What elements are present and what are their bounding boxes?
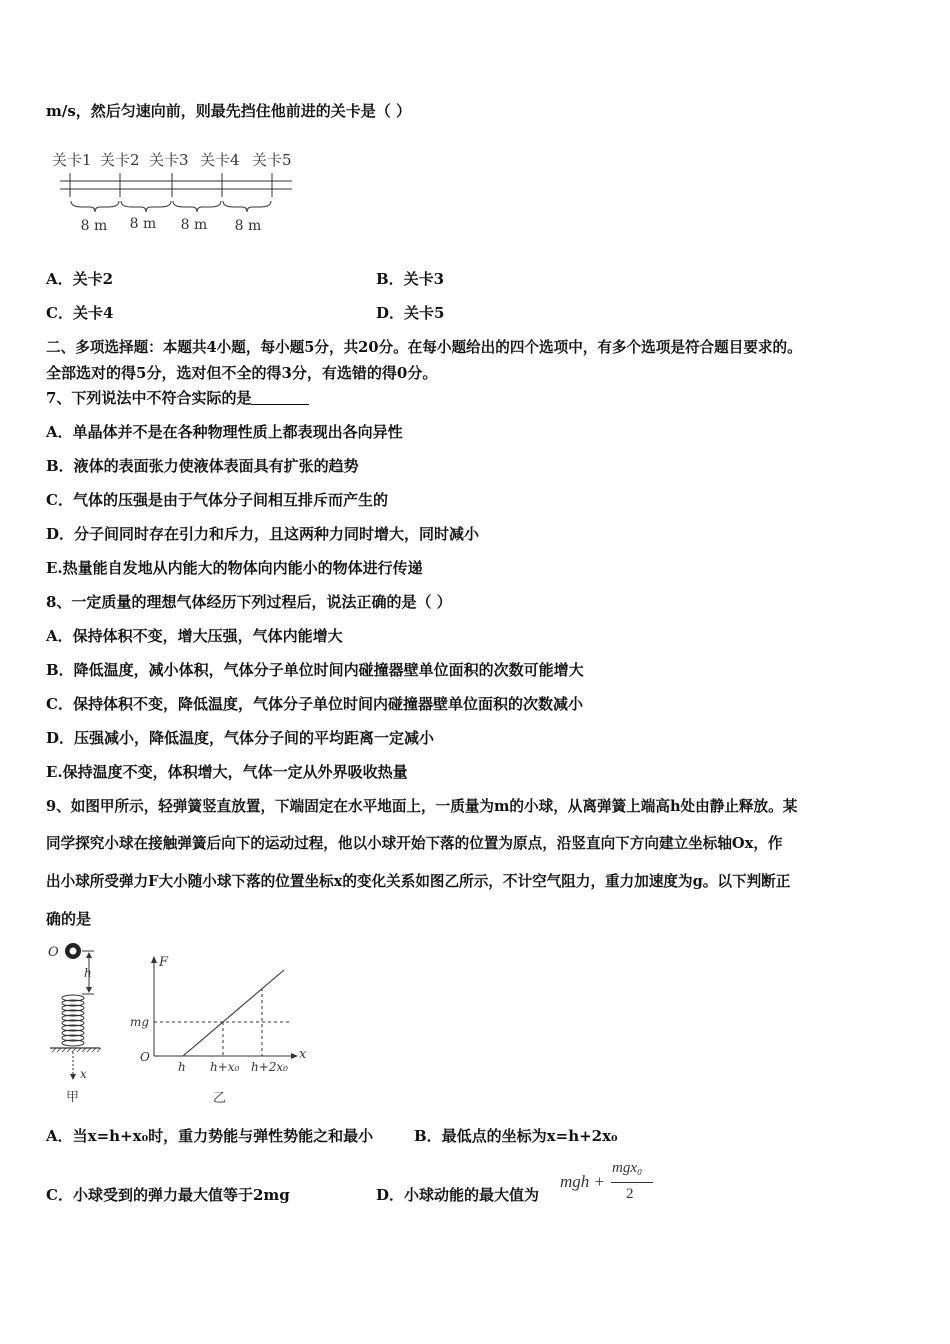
distance-label-2: 8 m	[129, 216, 157, 232]
q7-stem-text: 7、下列说法中不符合实际的是	[46, 389, 252, 407]
q6-option-b[interactable]: B．关卡3	[376, 270, 445, 288]
checkpoint-label-3: 关卡3	[149, 151, 189, 169]
checkpoint-label-1: 关卡1	[52, 151, 92, 169]
yi-mg-label: mg	[130, 1015, 150, 1029]
q7-option-d[interactable]: D．分子间同时存在引力和斥力，且这两种力同时增大，同时减小	[46, 525, 480, 543]
jia-caption: 甲	[66, 1090, 80, 1105]
q6-checkpoint-figure	[46, 145, 306, 240]
jia-x-label: x	[80, 1067, 87, 1081]
q9-figure-jia	[44, 940, 114, 1108]
formula-fraction-bar	[611, 1182, 653, 1183]
brace-3	[173, 201, 221, 212]
q9-option-b[interactable]: B．最低点的坐标为x=h+2x₀	[414, 1127, 618, 1145]
yi-caption: 乙	[213, 1091, 227, 1106]
q6-stem-tail: m/s，然后匀速向前，则最先挡住他前进的关卡是（ ）	[46, 102, 412, 120]
checkpoint-label-2: 关卡2	[100, 151, 140, 169]
q7-stem	[46, 388, 309, 408]
yi-tick-h: h	[178, 1060, 186, 1074]
q8-option-c[interactable]: C．保持体积不变，降低温度，气体分子单位时间内碰撞器壁单位面积的次数减小	[46, 695, 583, 713]
distance-label-1: 8 m	[80, 218, 108, 234]
spring-icon	[62, 995, 84, 1046]
brace-1	[71, 201, 119, 212]
q8-option-d[interactable]: D．压强减小，降低温度，气体分子间的平均距离一定减小	[46, 729, 435, 747]
q6-option-d[interactable]: D．关卡5	[376, 304, 445, 322]
q9-option-a[interactable]: A．当x=h+x₀时，重力势能与弹性势能之和最小	[46, 1127, 374, 1145]
formula-lead: mgh +	[560, 1172, 605, 1191]
q8-option-e[interactable]: E.保持温度不变，体积增大，气体一定从外界吸收热量	[46, 763, 408, 781]
section2-instructions-line1: 二、多项选择题：本题共4小题，每小题5分，共20分。在每小题给出的四个选项中，有多个选项是符合题目要求的。	[46, 339, 802, 356]
q9-stem-line2: 同学探究小球在接触弹簧后向下的运动过程，他以小球开始下落的位置为原点，沿竖直向下方向建立坐标轴Ox，作	[46, 835, 783, 852]
q9-option-c[interactable]: C．小球受到的弹力最大值等于2mg	[46, 1186, 290, 1204]
q9-option-d[interactable]: D．小球动能的最大值为	[376, 1186, 540, 1204]
q7-option-c[interactable]: C．气体的压强是由于气体分子间相互排斥而产生的	[46, 491, 388, 509]
brace-4	[223, 201, 271, 212]
q7-answer-blank	[251, 390, 309, 405]
distance-label-4: 8 m	[234, 218, 262, 234]
q7-option-a[interactable]: A．单晶体并不是在各种物理性质上都表现出各向异性	[46, 423, 403, 441]
yi-tick-h-2x0: h+2x₀	[251, 1060, 288, 1074]
q8-option-a[interactable]: A．保持体积不变，增大压强，气体内能增大	[46, 627, 343, 645]
q6-option-c[interactable]: C．关卡4	[46, 304, 114, 322]
q9-figure-yi	[128, 950, 313, 1110]
q7-option-b[interactable]: B．液体的表面张力使液体表面具有扩张的趋势	[46, 457, 359, 475]
checkpoint-label-5: 关卡5	[252, 151, 292, 169]
q8-option-b[interactable]: B．降低温度，减小体积，气体分子单位时间内碰撞器壁单位面积的次数可能增大	[46, 661, 584, 679]
formula-numerator: mgx₀	[612, 1160, 643, 1176]
q9-stem-line1: 9、如图甲所示，轻弹簧竖直放置，下端固定在水平地面上，一质量为m的小球，从离弹簧上端高h处由静止释放。某	[46, 798, 798, 815]
yi-f-label: F	[159, 955, 169, 970]
jia-height-label: h	[84, 966, 92, 980]
q8-stem: 8、一定质量的理想气体经历下列过程后，说法正确的是（ ）	[46, 593, 452, 611]
formula-denominator: 2	[626, 1186, 634, 1202]
checkpoint-label-4: 关卡4	[200, 151, 240, 169]
q9-stem-line4: 确的是	[46, 910, 92, 928]
brace-2	[121, 201, 171, 212]
q6-option-a[interactable]: A．关卡2	[46, 270, 114, 288]
section2-instructions-line2: 全部选对的得5分，选对但不全的得3分，有选错的得0分。	[46, 364, 438, 382]
q9-stem-line3: 出小球所受弹力F大小随小球下落的位置坐标x的变化关系如图乙所示，不计空气阻力，重力加速度为g。以下判断正	[46, 873, 791, 890]
yi-force-line	[183, 970, 284, 1056]
jia-origin-label: O	[48, 945, 59, 960]
q7-option-e[interactable]: E.热量能自发地从内能大的物体向内能小的物体进行传递	[46, 559, 423, 577]
yi-x-label: x	[299, 1047, 307, 1062]
yi-origin-label: O	[140, 1050, 150, 1064]
distance-label-3: 8 m	[180, 217, 208, 233]
yi-tick-h-x0: h+x₀	[210, 1060, 240, 1074]
